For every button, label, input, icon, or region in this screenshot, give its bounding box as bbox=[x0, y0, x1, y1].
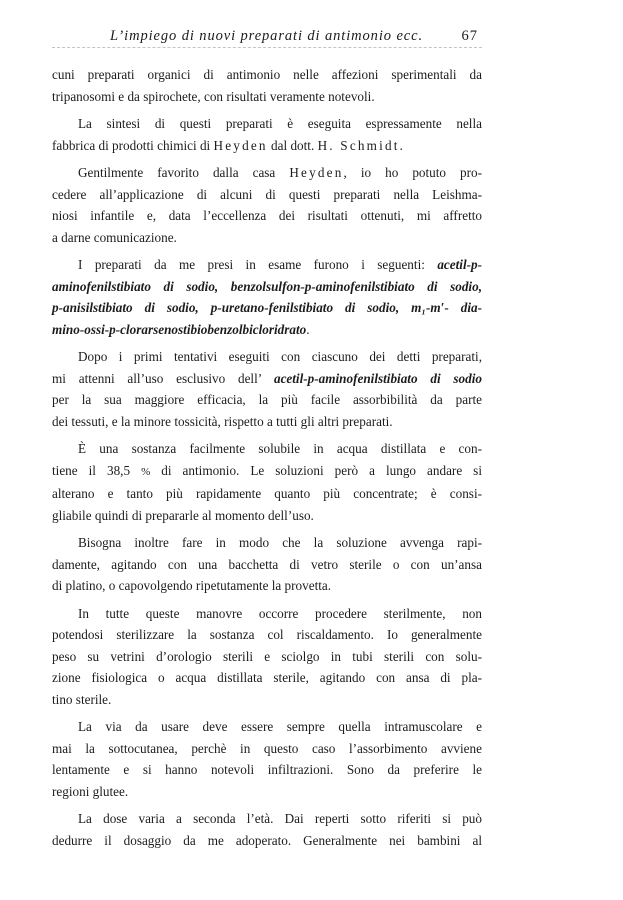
text-line: a darne comunicazione. bbox=[52, 229, 177, 245]
text-line: potendosi sterilizzare la sostanza col riscaldamento. Io generalmente bbox=[52, 627, 482, 642]
text-line bbox=[52, 319, 482, 341]
text-line bbox=[52, 113, 482, 135]
text-line: peso su vetrini d’orologio sterili e sciolgo in tubi sterili con solu- bbox=[52, 648, 482, 664]
text-run: . bbox=[399, 137, 403, 153]
text-run: I preparati da me presi in esame furono i seguenti: bbox=[78, 257, 438, 272]
text-line bbox=[52, 460, 482, 484]
text-line bbox=[52, 297, 482, 319]
text-line: cedere all’applicazione di alcuni di questi preparati nella Leishma- bbox=[52, 186, 482, 202]
text-line: tino sterile. bbox=[52, 691, 112, 707]
paragraph bbox=[52, 113, 482, 156]
compound-name: acetil-p- bbox=[437, 257, 482, 272]
text-run: tiene il 38,5 bbox=[52, 462, 142, 478]
compound-name: p-anisilstibiato di sodio, p-uretano-fenilstibiato di sodio, m₁-m′- dia- bbox=[52, 300, 482, 315]
text-line: La via da usare deve essere sempre quella intramuscolare e bbox=[78, 719, 482, 734]
text-line: In tutte queste manovre occorre procedere sterilmente, non bbox=[78, 605, 482, 621]
text-line bbox=[52, 254, 482, 276]
text-line: niosi infantile e, data l’eccellenza dei risultati ottenuti, mi affretto bbox=[52, 208, 482, 223]
page-number: 67 bbox=[461, 28, 478, 44]
text-line: Bisogna inoltre fare in modo che la soluzione avvenga rapi- bbox=[78, 535, 482, 550]
text-line bbox=[52, 135, 482, 157]
percent-sign: % bbox=[141, 465, 151, 478]
text-line: per la sua maggiore efficacia, la più facile assorbibilità da parte bbox=[52, 392, 482, 407]
running-title: L’impiego di nuovi preparati di antimonio ecc. bbox=[110, 28, 423, 44]
paragraph bbox=[52, 438, 482, 526]
text-line: La dose varia a seconda l’età. Dai reperti sotto riferiti si può bbox=[78, 811, 482, 826]
text-line: Dopo i primi tentativi eseguiti con ciascuno dei detti preparati, bbox=[78, 349, 482, 364]
text-run: dal dott. bbox=[267, 137, 318, 153]
text-line bbox=[52, 276, 482, 298]
text-run: di antimonio. Le soluzioni però a lungo andare si bbox=[150, 462, 482, 478]
text-line: dei tessuti, e la minore tossicità, rispetto a tutti gli altri preparati. bbox=[52, 413, 393, 429]
text-run: La sintesi di questi preparati è eseguita espressamente nella bbox=[78, 116, 482, 131]
text-line bbox=[52, 162, 482, 184]
header-rule bbox=[52, 47, 482, 48]
paragraph bbox=[52, 254, 482, 340]
company-name: Heyden bbox=[213, 137, 268, 153]
text-line: tripanosomi e da spirochete, con risultati veramente notevoli. bbox=[52, 88, 375, 104]
company-name: Heyden bbox=[289, 165, 344, 180]
text-line: mai la sottocutanea, perchè in questo caso l’assorbimento avviene bbox=[52, 740, 482, 756]
text-run: fabbrica di prodotti chimici di bbox=[52, 137, 214, 153]
compound-name: mino-ossi-p-clorarsenostibiobenzolbicloridrato bbox=[52, 321, 307, 337]
paragraph bbox=[52, 808, 482, 851]
paragraph bbox=[52, 346, 482, 432]
person-name: H. Schmidt bbox=[317, 137, 400, 153]
compound-name: acetil-p-aminofenilstibiato di sodio bbox=[273, 370, 482, 386]
text-line: regioni glutee. bbox=[52, 783, 129, 799]
text-line: alterano e tanto più rapidamente quanto più concentrate; è consi- bbox=[52, 486, 482, 501]
text-line: cuni preparati organici di antimonio nelle affezioni sperimentali da bbox=[52, 67, 482, 82]
body-text bbox=[52, 64, 482, 857]
text-line: lentamente e si hanno notevoli infiltrazioni. Sono da preferire le bbox=[52, 762, 482, 777]
page-header bbox=[52, 28, 482, 50]
text-line: zione fisiologica o acqua distillata sterile, agitando con ansa di pla- bbox=[52, 670, 482, 685]
text-line: damente, agitando con una bacchetta di vetro sterile o con un’ansa bbox=[52, 556, 482, 572]
text-line: gliabile quindi di prepararle al momento dell’uso. bbox=[52, 507, 314, 523]
text-run: Gentilmente favorito dalla casa bbox=[78, 165, 290, 180]
text-line: dedurre il dosaggio da me adoperato. Generalmente nei bambini al bbox=[52, 832, 482, 848]
paragraph bbox=[52, 532, 482, 597]
paragraph bbox=[52, 64, 482, 107]
text-run: mi attenni all’uso esclusivo dell’ bbox=[52, 370, 274, 386]
text-line: di platino, o capovolgendo ripetutamente la provetta. bbox=[52, 578, 332, 593]
paragraph bbox=[52, 603, 482, 711]
text-line: È una sostanza facilmente solubile in acqua distillata e con- bbox=[78, 441, 482, 456]
text-run: . bbox=[306, 321, 310, 337]
text-run: , io ho potuto pro- bbox=[343, 165, 483, 180]
text-line bbox=[52, 368, 482, 390]
paragraph bbox=[52, 716, 482, 802]
compound-name: aminofenilstibiato di sodio, benzolsulfon-p-aminofenilstibiato di sodio, bbox=[52, 278, 482, 294]
paragraph bbox=[52, 162, 482, 248]
